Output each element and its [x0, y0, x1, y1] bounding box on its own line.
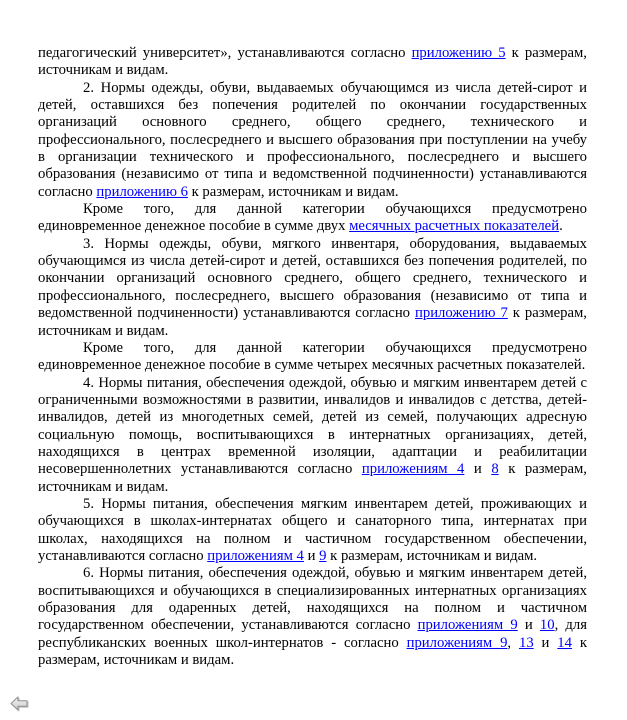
paragraph-text: 2. Нормы одежды, обуви, выдаваемых обучающимся из числа детей-сирот и детей, оставшихся без попечения родителей по окончании государственных организаций основного среднего, общего среднего, технического и профессионального, послесреднего и высшего образования при поступлении на учебу в организации технического и профессионального, послесреднего и высшего образования (независимо от типа и ведомственной подчиненности) устанавливаются согласно — [38, 79, 587, 200]
paragraph-text: и — [303, 547, 320, 564]
appendix-4-link[interactable]: приложениям 4 — [207, 547, 304, 564]
paragraph-text: к размерам, источникам и видам. — [326, 547, 538, 564]
appendix-9-link[interactable]: 9 — [319, 547, 327, 564]
paragraph-text: Кроме того, для данной категории обучающихся предусмотрено единовременное денежное пособие в сумме двух — [38, 201, 587, 235]
paragraph-text: к размерам, источникам и видам. — [38, 45, 587, 79]
appendix-4-link[interactable]: приложениям 4 — [361, 461, 465, 478]
appendix-10-link[interactable]: 10 — [539, 617, 555, 634]
paragraph — [38, 80, 587, 201]
mrp-link[interactable]: месячных расчетных показателей — [349, 218, 560, 235]
appendix-9-link[interactable]: приложениям 9 — [406, 634, 508, 651]
paragraph-text: Кроме того, для данной категории обучающихся предусмотрено единовременное денежное пособие в сумме четырех месячных расчетных показателей. — [38, 339, 587, 374]
appendix-14-link[interactable]: 14 — [557, 634, 572, 651]
paragraph-text: к размерам, источникам и видам. — [187, 183, 399, 200]
appendix-9-link[interactable]: приложениям 9 — [417, 617, 518, 634]
paragraph-text: и — [517, 617, 540, 634]
paragraph — [38, 496, 587, 565]
paragraph — [38, 236, 587, 340]
back-arrow-icon[interactable] — [10, 696, 28, 711]
paragraph-text: . — [559, 218, 563, 235]
paragraph-text: 5. Нормы питания, обеспечения мягким инвентарем детей, проживающих и обучающихся в школах-интернатах общего и санаторного типа, интернатах при школах, находящихся на полном и частичном государственном обеспечении, устанавливаются согласно — [38, 495, 587, 564]
paragraph — [38, 340, 587, 375]
paragraph-text: и — [533, 634, 558, 651]
paragraph-text: к размерам, источникам и видам. — [38, 634, 587, 669]
appendix-7-link[interactable]: приложению 7 — [414, 305, 508, 322]
paragraph — [38, 45, 587, 80]
paragraph-text: к размерам, источникам и видам. — [38, 461, 587, 495]
paragraph-text: 3. Нормы одежды, обуви, мягкого инвентаря, оборудования, выдаваемых обучающимся из числа детей-сирот и детей, оставшихся без попечения родителей, по окончании организаций основного среднего, общего среднего, технического и профессионального, послесреднего, высшего образования (независимо от типа и ведомственной подчиненности) устанавливаются согласно — [38, 235, 587, 322]
paragraph — [38, 201, 587, 236]
paragraph — [38, 375, 587, 496]
paragraph-text: и — [464, 461, 492, 478]
appendix-5-link[interactable]: приложению 5 — [411, 45, 506, 61]
paragraph-text: к размерам, источникам и видам. — [38, 305, 587, 339]
paragraph-text: 6. Нормы питания, обеспечения одеждой, обувью и мягким инвентарем детей, воспитывающихся и обучающихся в специализированных интернатных организациях образования для одаренных детей, находящихся на полном и частичном государственном обеспечении, устанавливаются согласно — [38, 565, 587, 634]
paragraph — [38, 565, 587, 669]
appendix-13-link[interactable]: 13 — [518, 634, 534, 651]
appendix-8-link[interactable]: 8 — [491, 461, 499, 478]
document-text — [38, 45, 587, 669]
paragraph-text: педагогический университет», устанавливаются согласно — [38, 45, 412, 61]
paragraph-text: , — [507, 634, 519, 651]
paragraph-text: 4. Нормы питания, обеспечения одеждой, обувью и мягким инвентарем детей с ограниченными возможностями в развитии, инвалидов и инвалидов с детства, детей-инвалидов, детей из многодетных семей, детей из семей, получающих адресную социальную помощь, воспитывающихся в интернатных организациях, детей, находящихся в центрах временной изоляции, адаптации и реабилитации несовершеннолетних устанавливаются согласно — [38, 374, 587, 478]
appendix-6-link[interactable]: приложению 6 — [96, 183, 188, 200]
paragraph-text: , для республиканских военных школ-интернатов - согласно — [38, 617, 587, 651]
